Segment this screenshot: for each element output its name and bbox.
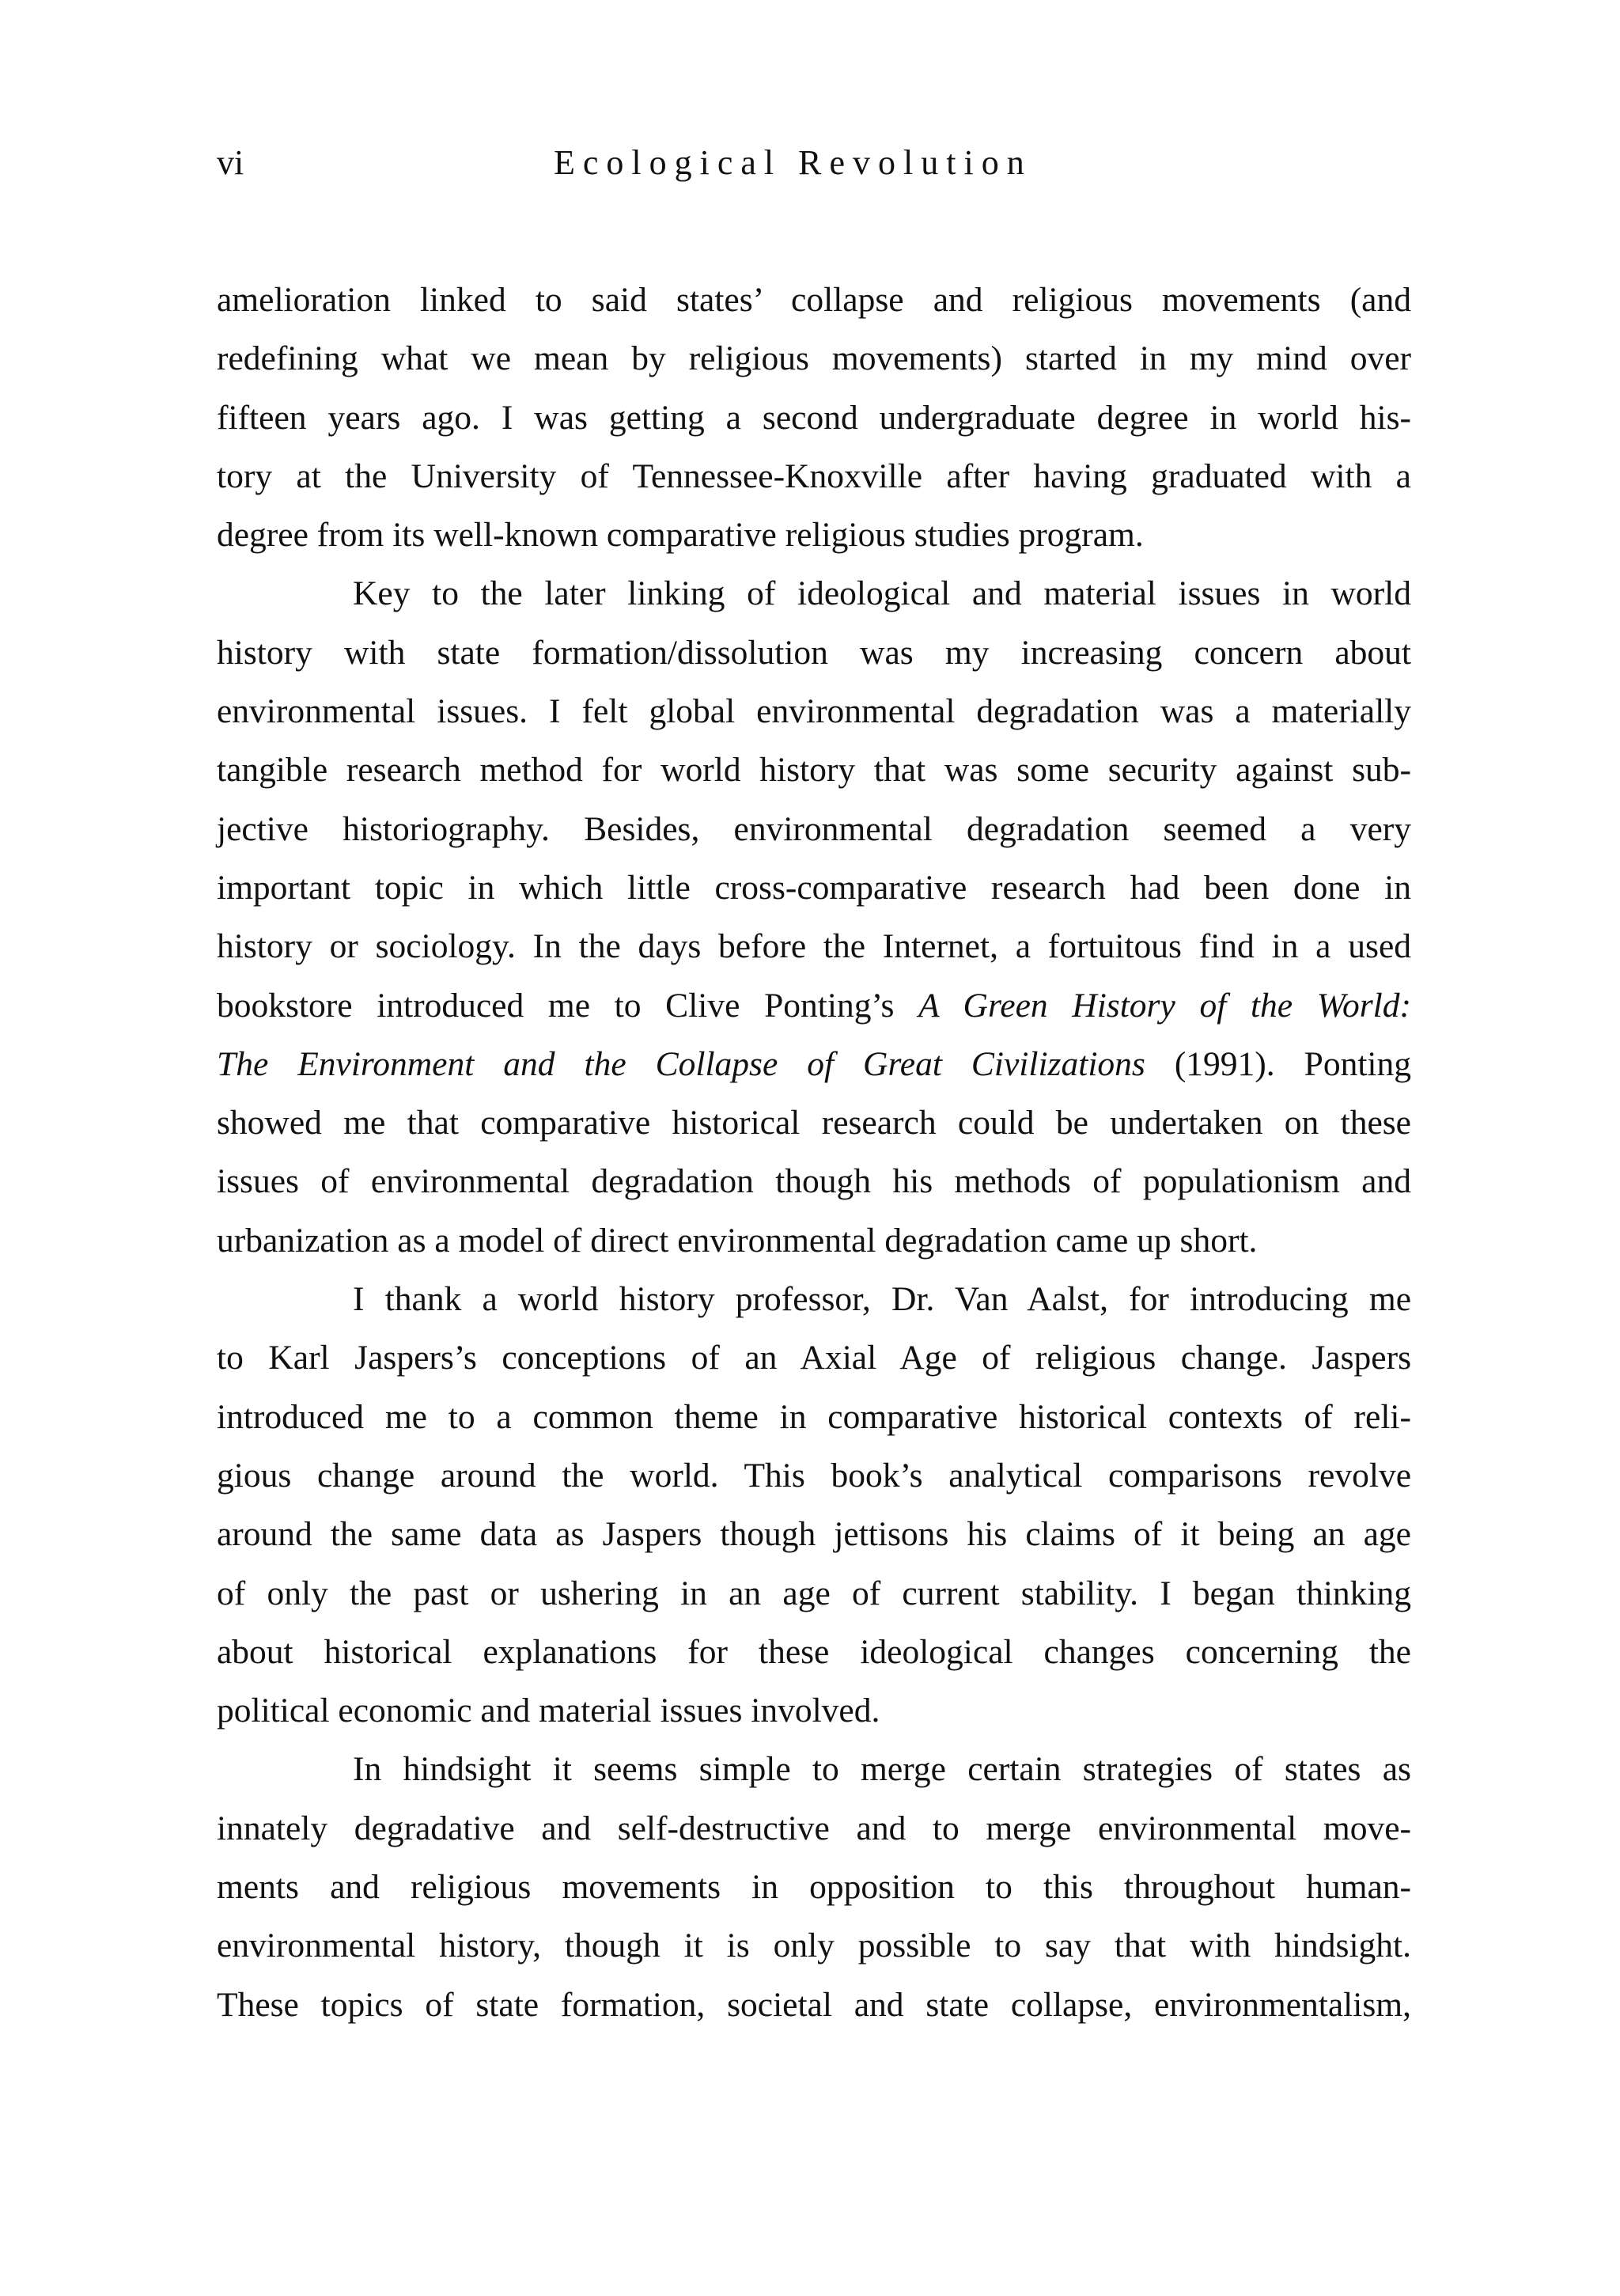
text-line: tory at the University of Tennessee-Knoxville after having graduated with a <box>217 457 1411 495</box>
text-line: degree from its well-known comparative religious studies program. <box>217 516 1144 555</box>
paragraph <box>217 271 1411 564</box>
book-title-italic: A Green History of the World: <box>918 986 1411 1025</box>
text-line: amelioration linked to said states’ collapse and religious movements (and <box>217 281 1411 319</box>
text-line: political economic and material issues involved. <box>217 1692 880 1730</box>
text-line: environmental history, though it is only possible to say that with hindsight. <box>217 1927 1411 1965</box>
text-line: history with state formation/dissolution was my increasing concern about <box>217 633 1411 672</box>
text-line: issues of environmental degradation though his methods of populationism and <box>217 1162 1411 1201</box>
text-run: (1991). Ponting <box>1145 1044 1411 1083</box>
text-line: gious change around the world. This book’s analytical comparisons revolve <box>217 1456 1411 1495</box>
text-line: jective historiography. Besides, environmental degradation seemed a very <box>217 809 1411 848</box>
text-line: These topics of state formation, societal and state collapse, environmentalism, <box>217 1985 1411 2024</box>
text-run: bookstore introduced me to Clive Ponting’s <box>217 986 919 1025</box>
book-title-italic: The Environment and the Collapse of Great Civilizations <box>217 1044 1145 1083</box>
text-line: In hindsight it seems simple to merge certain strategies of states as <box>353 1750 1411 1789</box>
text-line: environmental issues. I felt global environmental degradation was a materially <box>217 692 1411 731</box>
text-line <box>217 1035 1411 1093</box>
paragraph <box>217 1270 1411 1740</box>
text-line: tangible research method for world history that was some security against sub- <box>217 751 1411 790</box>
text-line: introduced me to a common theme in comparative historical contexts of reli- <box>217 1397 1411 1436</box>
text-line: important topic in which little cross-comparative research had been done in <box>217 868 1411 907</box>
text-line: fifteen years ago. I was getting a second undergraduate degree in world his- <box>217 398 1411 437</box>
page-number: vi <box>217 143 244 182</box>
text-line: of only the past or ushering in an age of current stability. I began thinking <box>217 1574 1411 1612</box>
text-line: redefining what we mean by religious movements) started in my mind over <box>217 339 1411 378</box>
text-line: history or sociology. In the days before the Internet, a fortuitous find in a used <box>217 927 1411 966</box>
text-line: ments and religious movements in opposition to this throughout human- <box>217 1868 1411 1907</box>
text-line: urbanization as a model of direct environmental degradation came up short. <box>217 1221 1258 1260</box>
text-line <box>217 976 1411 1035</box>
running-head <box>217 139 1411 187</box>
paragraph <box>217 564 1411 1270</box>
text-line: Key to the later linking of ideological and material issues in world <box>353 574 1411 613</box>
text-line: about historical explanations for these ideological changes concerning the <box>217 1632 1411 1671</box>
running-title: Ecological Revolution <box>554 143 1032 182</box>
text-line: showed me that comparative historical research could be undertaken on these <box>217 1104 1411 1142</box>
body-text <box>217 271 1411 2034</box>
text-line: innately degradative and self-destructive and to merge environmental move- <box>217 1809 1411 1847</box>
text-line: I thank a world history professor, Dr. Van Aalst, for introducing me <box>353 1280 1411 1319</box>
text-line: to Karl Jaspers’s conceptions of an Axial Age of religious change. Jaspers <box>217 1339 1411 1377</box>
paragraph <box>217 1740 1411 2033</box>
text-line: around the same data as Jaspers though jettisons his claims of it being an age <box>217 1515 1411 1554</box>
